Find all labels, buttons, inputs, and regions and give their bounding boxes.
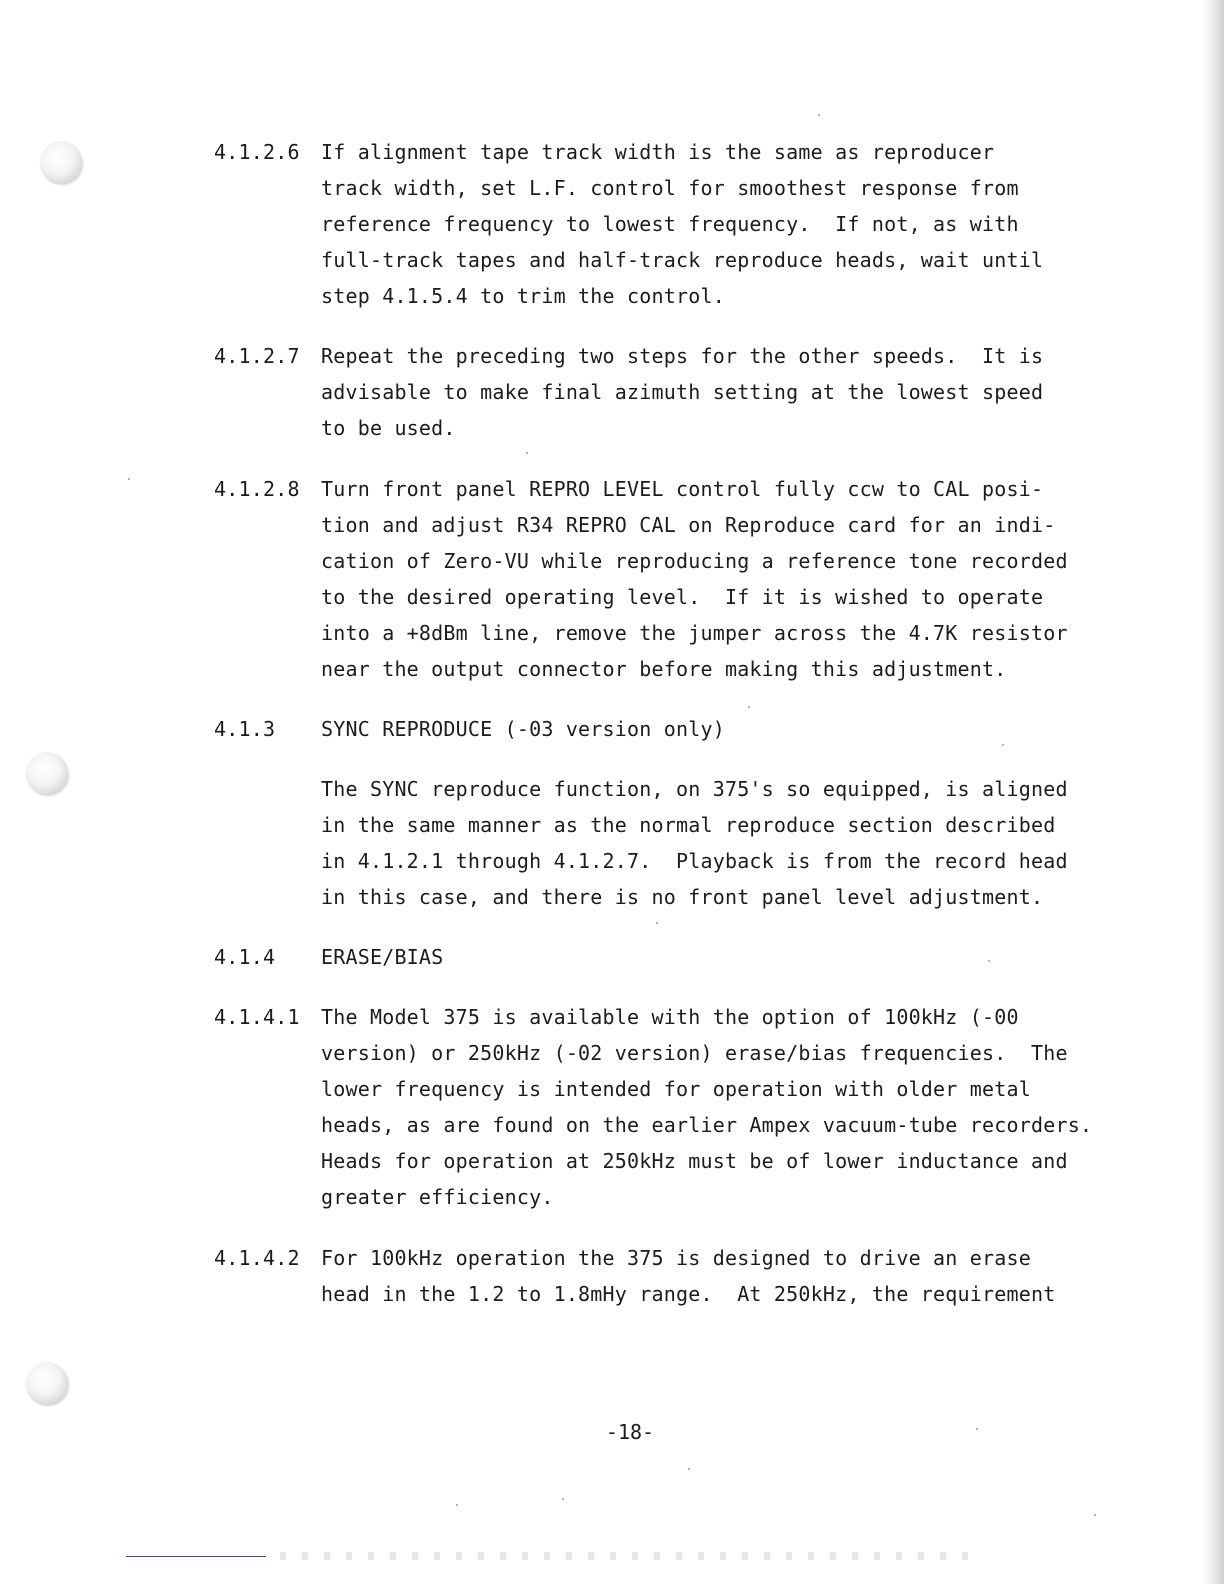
scan-speck bbox=[688, 1468, 690, 1470]
text-line: advisable to make final azimuth setting at the lowest speed bbox=[321, 380, 1044, 404]
bottom-rule bbox=[126, 1556, 266, 1557]
text-line: into a +8dBm line, remove the jumper across the 4.7K resistor bbox=[321, 621, 1068, 645]
scan-speck bbox=[656, 922, 658, 924]
scan-speck bbox=[1094, 1514, 1096, 1516]
section-text bbox=[321, 134, 1101, 314]
section-number: 4.1.3 bbox=[214, 717, 276, 741]
scan-speck bbox=[748, 706, 750, 708]
section-number: 4.1.2.7 bbox=[214, 344, 300, 368]
text-line: reference frequency to lowest frequency. If not, as with bbox=[321, 212, 1019, 236]
text-line: If alignment tape track width is the same as reproducer bbox=[321, 140, 995, 164]
text-line: to the desired operating level. If it is wished to operate bbox=[321, 585, 1044, 609]
text-line: version) or 250kHz (-02 version) erase/bias frequencies. The bbox=[321, 1041, 1068, 1065]
section-text bbox=[321, 471, 1101, 687]
text-line: in this case, and there is no front panel level adjustment. bbox=[321, 885, 1044, 909]
scan-speck bbox=[818, 114, 820, 116]
heading-line: SYNC REPRODUCE (-03 version only) bbox=[321, 717, 725, 741]
section-text bbox=[321, 771, 1101, 915]
text-line: near the output connector before making this adjustment. bbox=[321, 657, 1007, 681]
text-line: in 4.1.2.1 through 4.1.2.7. Playback is from the record head bbox=[321, 849, 1068, 873]
section-number: 4.1.4 bbox=[214, 945, 276, 969]
section-number: 4.1.4.2 bbox=[214, 1246, 300, 1270]
section-text bbox=[321, 999, 1101, 1215]
section-number: 4.1.2.6 bbox=[214, 140, 300, 164]
scan-speck bbox=[562, 1498, 564, 1500]
binder-hole-bottom bbox=[26, 1362, 68, 1404]
text-line: The Model 375 is available with the option of 100kHz (-00 bbox=[321, 1005, 1019, 1029]
section-number: 4.1.4.1 bbox=[214, 1005, 300, 1029]
text-line: Heads for operation at 250kHz must be of lower inductance and bbox=[321, 1149, 1068, 1173]
page-number: -18- bbox=[605, 1420, 655, 1444]
text-line: full-track tapes and half-track reproduce heads, wait until bbox=[321, 248, 1044, 272]
section-text bbox=[321, 338, 1101, 446]
page-edge-shadow bbox=[1202, 0, 1224, 1584]
text-line: heads, as are found on the earlier Ampex vacuum-tube recorders. bbox=[321, 1113, 1093, 1137]
scan-speck bbox=[976, 1428, 978, 1430]
text-line: to be used. bbox=[321, 416, 456, 440]
text-line: head in the 1.2 to 1.8mHy range. At 250kHz, the requirement bbox=[321, 1282, 1056, 1306]
scan-speck bbox=[988, 960, 990, 962]
scan-speck bbox=[526, 452, 528, 454]
text-line: tion and adjust R34 REPRO CAL on Reproduce card for an indi- bbox=[321, 513, 1056, 537]
binder-hole-middle bbox=[26, 752, 68, 794]
text-line: in the same manner as the normal reproduce section described bbox=[321, 813, 1056, 837]
text-line: step 4.1.5.4 to trim the control. bbox=[321, 284, 725, 308]
text-line: greater efficiency. bbox=[321, 1185, 554, 1209]
section-text bbox=[321, 1240, 1101, 1312]
bottom-scan-smudge bbox=[280, 1552, 980, 1560]
text-line: For 100kHz operation the 375 is designed to drive an erase bbox=[321, 1246, 1031, 1270]
text-line: Repeat the preceding two steps for the other speeds. It is bbox=[321, 344, 1044, 368]
text-line: lower frequency is intended for operation with older metal bbox=[321, 1077, 1031, 1101]
text-line: track width, set L.F. control for smoothest response from bbox=[321, 176, 1019, 200]
section-heading bbox=[321, 939, 1101, 975]
scan-speck bbox=[456, 1504, 458, 1506]
scan-speck bbox=[128, 478, 130, 480]
text-line: Turn front panel REPRO LEVEL control fully ccw to CAL posi- bbox=[321, 477, 1044, 501]
heading-line: ERASE/BIAS bbox=[321, 945, 444, 969]
text-line: cation of Zero-VU while reproducing a reference tone recorded bbox=[321, 549, 1068, 573]
section-heading bbox=[321, 711, 1101, 747]
binder-hole-top bbox=[40, 141, 82, 183]
scan-speck bbox=[1002, 744, 1004, 746]
text-line: The SYNC reproduce function, on 375's so equipped, is aligned bbox=[321, 777, 1068, 801]
section-number: 4.1.2.8 bbox=[214, 477, 300, 501]
